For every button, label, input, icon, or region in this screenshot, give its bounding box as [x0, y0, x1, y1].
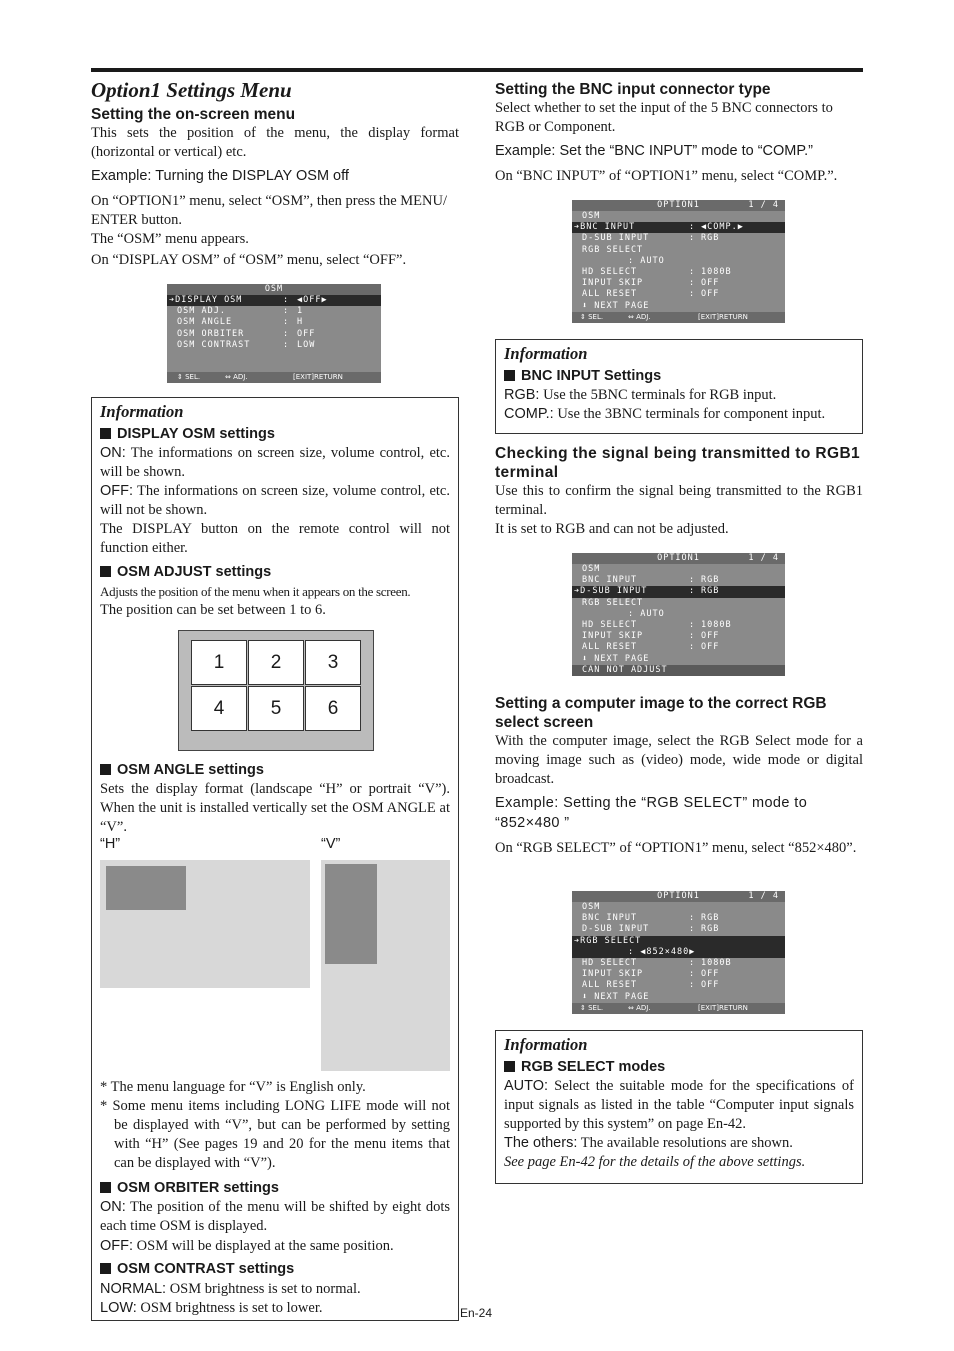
option1-menu-row: ALL RESET : OFF: [582, 289, 720, 300]
option1-menu-row: INPUT SKIP : OFF: [582, 969, 720, 980]
option1-menu-row: ⬇ NEXT PAGE: [582, 653, 650, 664]
return-hint: [EXIT]RETURN: [293, 373, 343, 381]
option1-menu-value: : ◀852×480▶: [628, 946, 696, 957]
display-osm-on: ON: The informations on screen size, volume control, etc. will be shown.: [100, 445, 450, 480]
osm-angle-desc: Sets the display format (landscape “H” or portrait “V”). When the unit is installed vertically set the OSM ANGLE at “V”.: [100, 781, 450, 835]
option1-menu-value: OFF: [701, 642, 720, 653]
square-bullet-icon: [100, 764, 111, 775]
osm-menu-row: OSM ADJ. : 1: [177, 306, 304, 317]
rgb-mode-others: The others: The available resolutions are shown.: [504, 1135, 793, 1151]
rgb-select-example: Example: Setting the “RGB SELECT” mode to “852×480 ”: [495, 795, 808, 831]
sel-hint: ⇕ SEL.: [177, 373, 201, 381]
position-cell: 1: [191, 640, 247, 685]
osm-adjust-desc: Adjusts the position of the menu when it appears on the screen.: [100, 584, 411, 599]
rgb-mode-auto: AUTO: Select the suitable mode for the specifications of input signals as listed in the table “Computer input signals supported by this system” on page En-42.: [504, 1078, 854, 1132]
display-osm-heading: DISPLAY OSM settings: [100, 424, 450, 444]
bnc-example: Example: Set the “BNC INPUT” mode to “COMP.”: [495, 143, 814, 159]
check-section: [495, 444, 863, 539]
osm-menu-row: OSM ORBITER : OFF: [177, 328, 316, 339]
position-cell: 3: [305, 640, 361, 685]
landscape-menu-thumbnail: [106, 866, 186, 910]
bnc-comp: COMP.: Use the 3BNC terminals for component input.: [504, 406, 826, 422]
portrait-menu-thumbnail: [325, 864, 377, 964]
v-label: “V”: [321, 836, 341, 852]
orbiter-on: ON: The position of the menu will be shifted by eight dots each time OSM is displayed.: [100, 1199, 450, 1234]
square-bullet-icon: [504, 370, 515, 381]
option1-menu-rgb-select: [572, 891, 785, 1014]
rgb-select-step: On “RGB SELECT” of “OPTION1” menu, select “852×480”.: [495, 840, 857, 856]
osm-adjust-heading: OSM ADJUST settings: [100, 562, 450, 582]
option1-menu-value: OFF: [701, 631, 720, 642]
option1-menu-row: ➔D-SUB INPUT : RGB: [572, 586, 785, 597]
option1-menu-row: ⬇ NEXT PAGE: [582, 991, 650, 1002]
rgb-select-section: [495, 694, 863, 858]
osm-menu-row: ➔DISPLAY OSM : ◀OFF▶: [167, 295, 381, 306]
option1-menu-header: OPTION1 1 / 4: [572, 553, 785, 564]
option1-menu-row: [572, 609, 785, 620]
option1-menu-row: HD SELECT : 1080B: [582, 619, 732, 630]
page-number: En-24: [460, 1306, 493, 1320]
option1-menu-value: RGB: [701, 575, 720, 586]
option1-menu-row: D-SUB INPUT : RGB: [582, 924, 720, 935]
option1-menu-value: 1080B: [701, 619, 732, 630]
option1-menu-value: OFF: [701, 980, 720, 991]
right-column: [495, 78, 863, 186]
position-grid: [178, 630, 374, 751]
contrast-normal: NORMAL: OSM brightness is set to normal.: [100, 1281, 361, 1297]
info-title: Information: [100, 402, 184, 421]
option1-menu-row: RGB SELECT: [582, 244, 644, 255]
footnotes: [100, 1078, 450, 1173]
option1-menu-header: OPTION1 1 / 4: [572, 200, 785, 211]
option1-menu-row: [572, 947, 785, 958]
check-heading: Checking the signal being transmitted to RGB1 terminal: [495, 445, 861, 481]
option1-menu-row: INPUT SKIP : OFF: [582, 278, 720, 289]
option1-menu-row: ⬇ NEXT PAGE: [582, 300, 650, 311]
bnc-heading: Setting the BNC input connector type: [495, 81, 771, 98]
osm-adjust-range: The position can be set between 1 to 6.: [100, 602, 326, 618]
position-cell: 6: [305, 686, 361, 731]
square-bullet-icon: [100, 428, 111, 439]
footnote-menu-items: * Some menu items including LONG LIFE mode will not be displayed with “V”, but can be performed by setting with “H” (See pages 19 and 20 for the menu items that can be displayed with “V”).: [100, 1098, 450, 1171]
option1-menu-value: OFF: [701, 289, 720, 300]
option1-menu-value: RGB: [701, 586, 720, 597]
option1-menu-value: OFF: [701, 278, 720, 289]
osm-angle-heading: OSM ANGLE settings: [100, 760, 264, 780]
option1-menu-row: ➔RGB SELECT: [572, 936, 785, 947]
check-desc: Use this to confirm the signal being transmitted to the RGB1 terminal.: [495, 483, 863, 518]
position-cell: 5: [248, 686, 304, 731]
option1-menu-row: OSM: [582, 902, 601, 912]
menu-page-indicator: 1 / 4: [748, 553, 779, 563]
option1-menu-value: OFF: [701, 969, 720, 980]
osm-contrast-heading: OSM CONTRAST settings: [100, 1259, 294, 1279]
page-title: Option1 Settings Menu: [91, 78, 292, 102]
option1-menu-row: BNC INPUT : RGB: [582, 575, 720, 586]
onscreen-menu-heading: Setting the on-screen menu: [91, 106, 296, 123]
information-box-bnc: [495, 339, 863, 434]
rgb-select-desc: With the computer image, select the RGB Select mode for a moving image such as (video) mode, wide mode or digital broadcast.: [495, 733, 863, 787]
option1-menu-row: ALL RESET : OFF: [582, 642, 720, 653]
option1-menu-value: 1080B: [701, 957, 732, 968]
footnote-language: * The menu language for “V” is English only.: [100, 1079, 366, 1095]
option1-menu-row: BNC INPUT : RGB: [582, 913, 720, 924]
osm-menu-row: OSM ANGLE : H: [177, 317, 304, 328]
bnc-desc: Select whether to set the input of the 5 BNC connectors to RGB or Component.: [495, 100, 833, 135]
option1-menu-header: OPTION1 1 / 4: [572, 891, 785, 902]
landscape-display-thumbnail: [100, 860, 310, 988]
square-bullet-icon: [504, 1061, 515, 1072]
option1-menu-row: RGB SELECT: [582, 597, 644, 608]
option1-menu-value: : AUTO: [628, 608, 665, 619]
osm-menu-value: LOW: [297, 339, 316, 350]
adj-hint: ⇔ ADJ.: [225, 373, 248, 381]
bnc-step: On “BNC INPUT” of “OPTION1” menu, select “COMP.”.: [495, 168, 838, 184]
osm-menu-row: OSM CONTRAST : LOW: [177, 339, 316, 350]
option1-menu-row: OSM: [582, 564, 601, 574]
info-title: Information: [504, 1035, 588, 1054]
display-button-note: The DISPLAY button on the remote control will not function either.: [100, 521, 450, 556]
osm-menu-value: 1: [297, 306, 304, 317]
option1-menu-bnc: [572, 200, 785, 323]
onscreen-menu-step3: On “DISPLAY OSM” of “OSM” menu, select “OFF”.: [91, 252, 407, 268]
osm-menu-header: OSM: [167, 284, 381, 295]
option1-menu-row: ALL RESET : OFF: [582, 980, 720, 991]
menu-page-indicator: 1 / 4: [748, 891, 779, 901]
option1-menu-value: RGB: [701, 913, 720, 924]
information-box-osm: [91, 397, 459, 1321]
onscreen-menu-intro: This sets the position of the menu, the display format (horizontal or vertical) etc.: [91, 125, 459, 160]
position-cell: 4: [191, 686, 247, 731]
option1-menu-row: ➔BNC INPUT : ◀COMP.▶: [572, 222, 785, 233]
contrast-low: LOW: OSM brightness is set to lower.: [100, 1300, 323, 1316]
option1-menu-row: INPUT SKIP : OFF: [582, 631, 720, 642]
option1-menu-row: HD SELECT : 1080B: [582, 957, 732, 968]
option1-menu-dsub: [572, 553, 785, 676]
osm-orbiter-heading: OSM ORBITER settings: [100, 1178, 279, 1198]
bnc-rgb: RGB: Use the 5BNC terminals for RGB input.: [504, 387, 777, 403]
orbiter-off: OFF: OSM will be displayed at the same position.: [100, 1238, 394, 1254]
onscreen-menu-step1: On “OPTION1” menu, select “OSM”, then press the MENU/ ENTER button.: [91, 193, 447, 228]
square-bullet-icon: [100, 1182, 111, 1193]
option1-menu-footer: ⇕ SEL. ⇔ ADJ. [EXIT]RETURN: [572, 1003, 785, 1014]
menu-page-indicator: 1 / 4: [748, 200, 779, 210]
option1-menu-row: CAN NOT ADJUST: [572, 665, 785, 676]
see-page-note: See page En-42 for the details of the above settings.: [504, 1154, 806, 1170]
option1-menu-row: HD SELECT : 1080B: [582, 266, 732, 277]
option1-menu-value: RGB: [701, 924, 720, 935]
option1-menu-value: RGB: [701, 233, 720, 244]
osm-menu-footer: [167, 372, 381, 383]
osm-menu-value: OFF: [297, 328, 316, 339]
option1-menu-row: [572, 256, 785, 267]
left-column: [91, 78, 459, 270]
onscreen-menu-example: Example: Turning the DISPLAY OSM off: [91, 168, 349, 184]
osm-menu-value: ◀OFF▶: [297, 295, 328, 305]
onscreen-menu-step2: The “OSM” menu appears.: [91, 231, 249, 247]
osm-menu-value: H: [297, 317, 304, 328]
option1-menu-row: OSM: [582, 211, 601, 221]
check-note: It is set to RGB and can not be adjusted.: [495, 521, 729, 537]
option1-menu-footer: ⇕ SEL. ⇔ ADJ. [EXIT]RETURN: [572, 312, 785, 323]
top-rule: [91, 68, 863, 72]
h-label: “H”: [100, 836, 121, 852]
option1-menu-value: 1080B: [701, 266, 732, 277]
option1-menu-row: D-SUB INPUT : RGB: [582, 233, 720, 244]
option1-menu-value: ◀COMP.▶: [701, 222, 744, 233]
information-box-rgb-select: [495, 1030, 863, 1184]
portrait-display-thumbnail: [321, 860, 450, 1071]
bnc-info-heading: BNC INPUT Settings: [504, 366, 854, 386]
option1-menu-value: : AUTO: [628, 255, 665, 266]
rgb-select-heading: Setting a computer image to the correct RGB select screen: [495, 695, 827, 731]
info-title: Information: [504, 344, 588, 363]
rgb-modes-heading: RGB SELECT modes: [504, 1057, 854, 1077]
square-bullet-icon: [100, 1263, 111, 1274]
position-cell: 2: [248, 640, 304, 685]
display-osm-off: OFF: The informations on screen size, volume control, etc. will not be shown.: [100, 483, 450, 518]
osm-menu-screen: [167, 284, 381, 383]
square-bullet-icon: [100, 566, 111, 577]
